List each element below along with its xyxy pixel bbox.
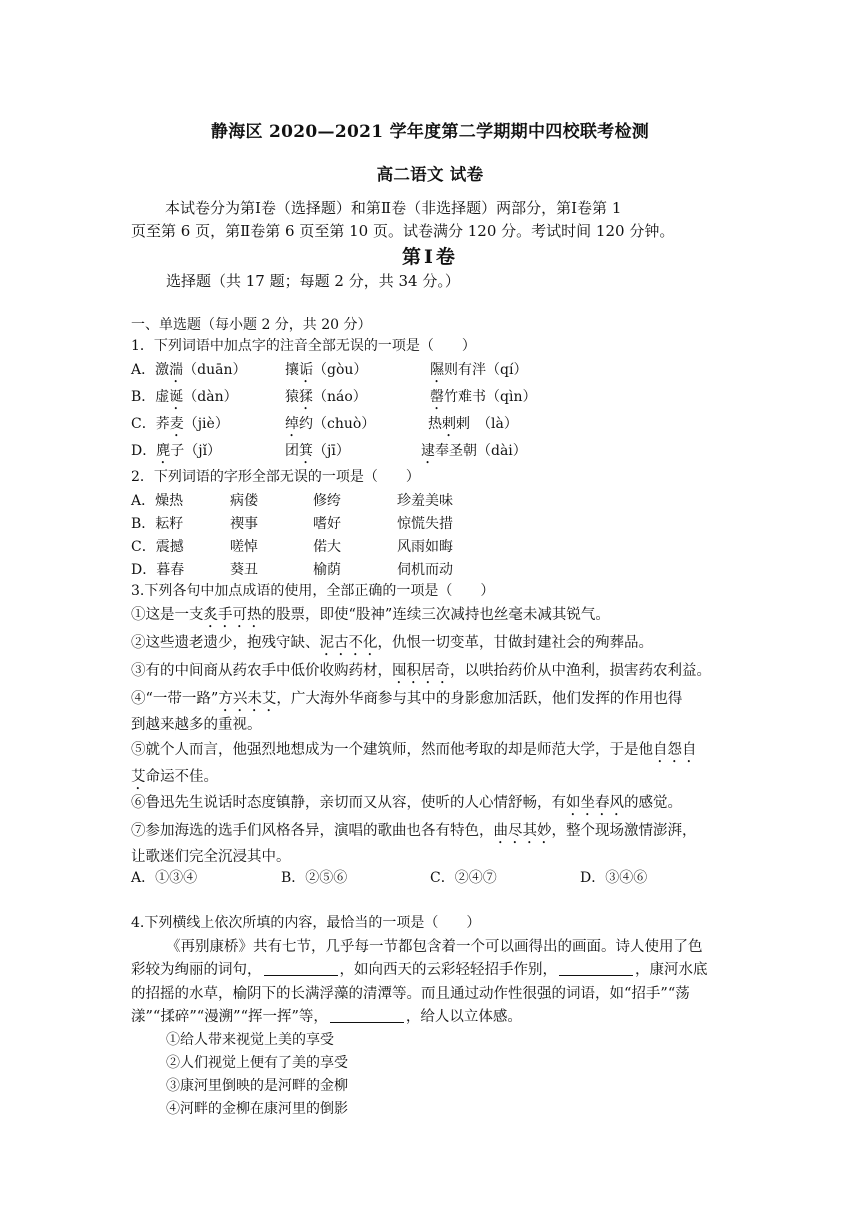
q1-option: 隰则有泮（qí）	[430, 362, 528, 378]
emphasized-idiom: 如坐春风	[566, 795, 624, 811]
q2-option: 偌大	[313, 539, 341, 555]
volume-description: 选择题（共 17 题；每题 2 分，共 34 分。）	[166, 272, 460, 290]
q3-sentence-3: ③有的中间商从药农手中低价收购药材，囤积居奇，以哄抬药价从中渔利，损害药农利益。	[131, 663, 711, 679]
q3-sentence-5: ⑤就个人而言，他强烈地想成为一个建筑师，然而他考取的却是师范大学，于是他自怨自	[131, 742, 697, 758]
emphasized-idiom: 曲尽其妙	[493, 823, 552, 839]
q1-option: 攘诟（gòu）	[285, 362, 368, 378]
q3-sentence-5-cont: 艾命运不佳。	[131, 769, 218, 785]
q3-sentence-7-cont: 让歌迷们完全沉浸其中。	[131, 849, 291, 865]
q4-item: ③康河里倒映的是河畔的金柳	[166, 1078, 348, 1094]
q1-option: A．激湍（duān）	[131, 362, 247, 378]
q1-option: 猿猱（náo）	[285, 389, 367, 405]
q2-option: C．震撼	[131, 539, 184, 555]
q1-option: C．荞麦（jiè）	[131, 416, 229, 432]
q3-sentence-7: ⑦参加海选的选手们风格各异，演唱的歌曲也各有特色，曲尽其妙，整个现场激情澎湃，	[131, 823, 697, 839]
q2-option: D．暮春	[131, 562, 185, 578]
q3-option-c: C．②④⑦	[430, 870, 497, 886]
q1-option: 团箕（jī）	[285, 443, 350, 459]
emphasized-idiom: 泥古不化	[319, 635, 378, 651]
q2-option: 病偻	[230, 493, 258, 509]
q3-option-d: D．③④⑥	[580, 870, 648, 886]
emphasized-idiom: 艾	[131, 769, 146, 785]
section-heading: 一、单选题（每小题 2 分，共 20 分）	[131, 317, 372, 333]
q4-item: ④河畔的金柳在康河里的倒影	[166, 1101, 348, 1117]
q2-option: 榆荫	[313, 562, 341, 578]
emphasized-idiom: 自怨自	[653, 742, 697, 758]
q1-option: 逮奉圣朝（dài）	[421, 443, 527, 459]
q1-option: D．麂子（jǐ）	[131, 443, 222, 459]
q2-option: A．燥热	[131, 493, 184, 509]
q2-option: B．耘籽	[131, 516, 184, 532]
q4-passage-line-3: 的招摇的水草，榆阴下的长满浮藻的清潭等。而且通过动作性很强的词语，如“招手”“荡	[131, 986, 690, 1002]
q3-option-a: A．①③④	[131, 870, 198, 886]
exam-title: 静海区 2020—2021 学年度第二学期期中四校联考检测	[210, 122, 650, 142]
q3-sentence-4: ④“一带一路”方兴未艾，广大海外华商参与其中的身影愈加活跃，他们发挥的作用也得	[131, 691, 683, 707]
q1-option: 绰约（chuò）	[285, 416, 376, 432]
emphasized-idiom: 炙手可热	[203, 607, 262, 623]
q1-option: 热剌剌 （là）	[428, 416, 518, 432]
q3-sentence-1: ①这是一支炙手可热的股票，即使“股神”连续三次减持也丝毫未减其锐气。	[131, 607, 610, 623]
intro-line-1: 本试卷分为第Ⅰ卷（选择题）和第Ⅱ卷（非选择题）两部分，第Ⅰ卷第 1	[165, 199, 622, 217]
answer-blank	[559, 961, 633, 976]
q4-item: ①给人带来视觉上美的享受	[166, 1032, 334, 1048]
answer-blank	[264, 961, 338, 976]
q4-passage-line-2: 彩较为绚丽的词句， ，如向西天的云彩轻轻招手作别， ，康河水底	[131, 962, 708, 978]
q2-option: 禊事	[230, 516, 258, 532]
q2-option: 修绔	[313, 493, 341, 509]
q3-option-b: B．②⑤⑥	[281, 870, 348, 886]
intro-line-2: 页至第 6 页，第Ⅱ卷第 6 页至第 10 页。试卷满分 120 分。考试时间 120 分钟。	[131, 222, 675, 240]
q2-option: 嗟悼	[230, 539, 258, 555]
q4-item: ②人们视觉上便有了美的享受	[166, 1055, 348, 1071]
q2-option: 惊慌失措	[397, 516, 453, 532]
emphasized-idiom: 囤积居奇	[392, 663, 450, 679]
q4-passage-line-1: 《再别康桥》共有七节，几乎每一节都包含着一个可以画得出的画面。诗人使用了色	[166, 939, 703, 955]
volume-title: 第Ⅰ卷	[402, 246, 458, 268]
q2-option: 伺机而动	[397, 562, 453, 578]
q2-option: 葵丑	[230, 562, 258, 578]
emphasized-idiom: 方兴未艾	[218, 691, 277, 707]
q2-stem: 2．下列词语的字形全部无误的一项是（ ）	[131, 469, 420, 485]
q4-passage-line-4: 漾”“揉碎”“漫溯”“挥一挥”等， ，给人以立体感。	[131, 1009, 522, 1025]
q3-stem: 3.下列各句中加点成语的使用，全部正确的一项是（ ）	[131, 583, 495, 599]
q2-option: 嗜好	[313, 516, 341, 532]
q4-stem: 4.下列横线上依次所填的内容，最恰当的一项是（ ）	[131, 915, 481, 931]
q1-option: B．虚诞（dàn）	[131, 389, 238, 405]
q2-option: 风雨如晦	[397, 539, 453, 555]
q3-sentence-2: ②这些遗老遗少，抱残守缺、泥古不化，仇恨一切变革，甘做封建社会的殉葬品。	[131, 635, 653, 651]
q3-sentence-4-cont: 到越来越多的重视。	[131, 717, 262, 733]
exam-subtitle: 高二语文 试卷	[376, 165, 484, 184]
q2-option: 珍羞美味	[397, 493, 453, 509]
q3-sentence-6: ⑥鲁迅先生说话时态度镇静，亲切而又从容，使听的人心情舒畅，有如坐春风的感觉。	[131, 795, 682, 811]
q1-option: 罄竹难书（qìn）	[430, 389, 537, 405]
answer-blank	[330, 1008, 404, 1023]
q1-stem: 1．下列词语中加点字的注音全部无误的一项是（ ）	[131, 338, 476, 354]
